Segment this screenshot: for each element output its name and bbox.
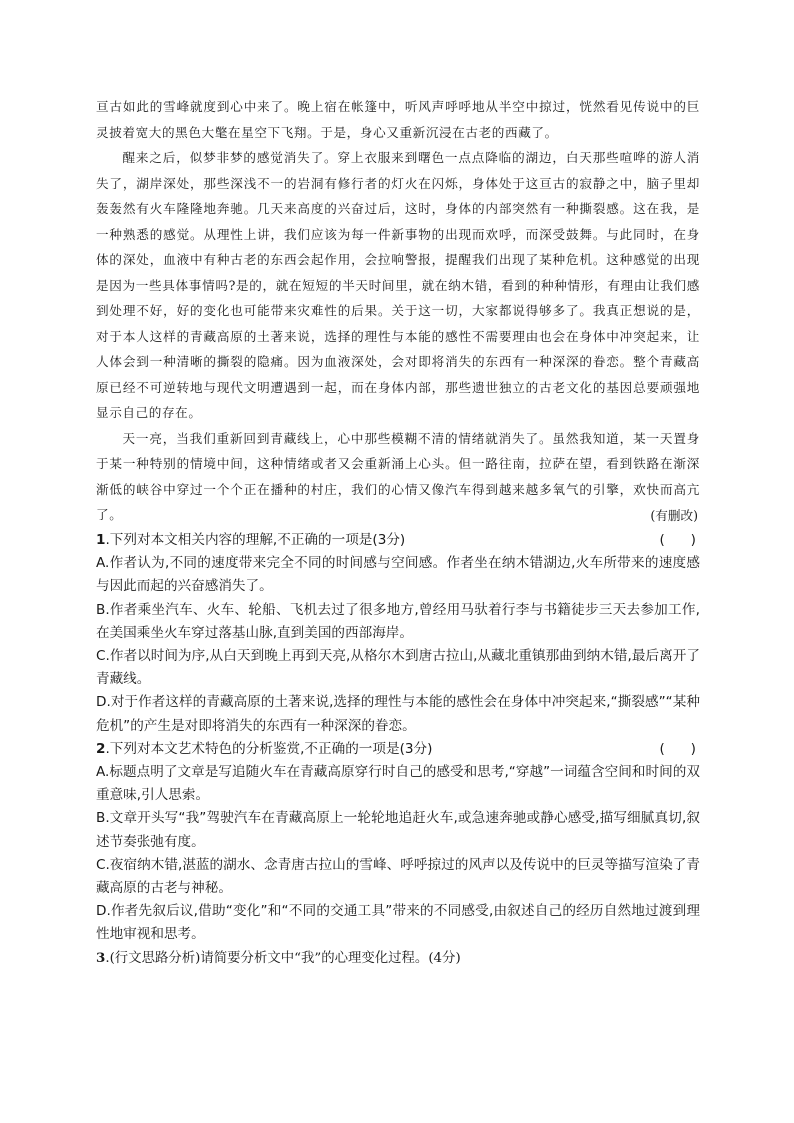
passage-paragraph: 醒来之后，似梦非梦的感觉消失了。穿上衣服来到曙色一点点降临的湖边，白天那些喧哗的游人消失了，湖岸深处，那些深浅不一的岩洞有修行者的灯火在闪烁，身体处于这亘古的寂静之中，脑子里却轰轰然有火车隆隆地奔驰。几天来高度的兴奋过后，这时，身体的内部突然有一种撕裂感。这在我，是一种熟悉的感觉。从理性上讲，我们应该为每一件新事物的出现而欢呼，而深受鼓舞。与此同时，在身体的深处，血液中有种古老的东西会起作用，会拉响警报，提醒我们出现了某种危机。这种感觉的出现是因为一些具体事情吗?是的，就在短短的半天时间里，就在纳木错，看到的种种情形，有理由让我们感到处理不好，好的变化也可能带来灾难性的后果。关于这一切，大家都说得够多了。我真正想说的是，对于本人这样的青藏高原的土著来说，选择的理性与本能的感性不需要理由也会在身体中冲突起来，让人体会到一种清晰的撕裂的隐痛。因为血液深处，会对即将消失的东西有一种深深的眷恋。整个青藏高原已经不可逆转地与现代文明遭遇到一起，而在身体内部，那些遗世独立的古老文化的基因总要顽强地显示自己的存在。 [96, 150, 700, 420]
passage-paragraph: 亘古如此的雪峰就度到心中来了。晚上宿在帐篷中，听风声呼呼地从半空中掠过，恍然看见传说中的巨灵披着宽大的黑色大氅在星空下飞翔。于是，身心又重新沉浸在古老的西藏了。 [96, 99, 700, 140]
option-d: D.作者先叙后议,借助“变化”和“不同的交通工具”带来的不同感受,由叙述自己的经历自然地过渡到理性地审视和思考。 [96, 903, 700, 943]
passage-paragraph: 天一亮，当我们重新回到青藏线上，心中那些模糊不清的情绪就消失了。虽然我知道，某一天置身于某一种特别的情境中间，这种情绪或者又会重新涌上心头。但一路往南，拉萨在望，看到铁路在渐深渐低的峡谷中穿过一个个正在播种的村庄，我们的心情又像汽车得到越来越多氧气的引擎，欢快而高亢了。 [96, 430, 700, 522]
option-a: A.作者认为,不同的速度带来完全不同的时间感与空间感。作者坐在纳木错湖边,火车所带来的速度感与因此而起的兴奋感消失了。 [96, 555, 700, 595]
option-d: D.对于作者这样的青藏高原的土著来说,选择的理性与本能的感性会在身体中冲突起来,“撕裂感”“某种危机”的产生是对即将消失的东西有一种深深的眷恋。 [96, 694, 700, 734]
option-b: B.作者乘坐汽车、火车、轮船、飞机去过了很多地方,曾经用马驮着行李与书籍徒步三天去参加工作,在美国乘坐火车穿过落基山脉,直到美国的西部海岸。 [96, 601, 700, 641]
question-text: .下列对本文艺术特色的分析鉴赏,不正确的一项是(3分) [105, 740, 433, 757]
answer-blank: ( ) [659, 740, 696, 757]
question-3-stem [96, 947, 700, 970]
question-1-stem [96, 529, 700, 552]
question-number: 2 [96, 740, 106, 757]
option-a: A.标题点明了文章是写追随火车在青藏高原穿行时自己的感受和思考,“穿越”一词蕴含空间和时间的双重意味,引人思索。 [96, 764, 700, 804]
question-text: .(行文思路分析)请简要分析文中“我”的心理变化过程。(4分) [105, 950, 461, 966]
option-b: B.文章开头写“我”驾驶汽车在青藏高原上一轮轮地追赶火车,或急速奔驰或静心感受,描写细腻真切,叙述节奏张弛有度。 [96, 810, 700, 850]
option-c: C.夜宿纳木错,湛蓝的湖水、念青唐古拉山的雪峰、呼呼掠过的风声以及传说中的巨灵等描写渲染了青藏高原的古老与神秘。 [96, 856, 700, 897]
question-section [96, 529, 700, 970]
question-number: 1 [96, 532, 106, 548]
question-2-stem [96, 738, 700, 761]
option-c: C.作者以时间为序,从白天到晚上再到天亮,从格尔木到唐古拉山,从藏北重镇那曲到纳木错,最后离开了青藏线。 [96, 648, 700, 688]
question-number: 3 [96, 949, 106, 966]
source-note: (有删改) [650, 508, 698, 523]
reading-passage [96, 94, 700, 528]
answer-blank: ( ) [659, 532, 696, 548]
question-text: .下列对本文相关内容的理解,不正确的一项是(3分) [105, 532, 406, 548]
